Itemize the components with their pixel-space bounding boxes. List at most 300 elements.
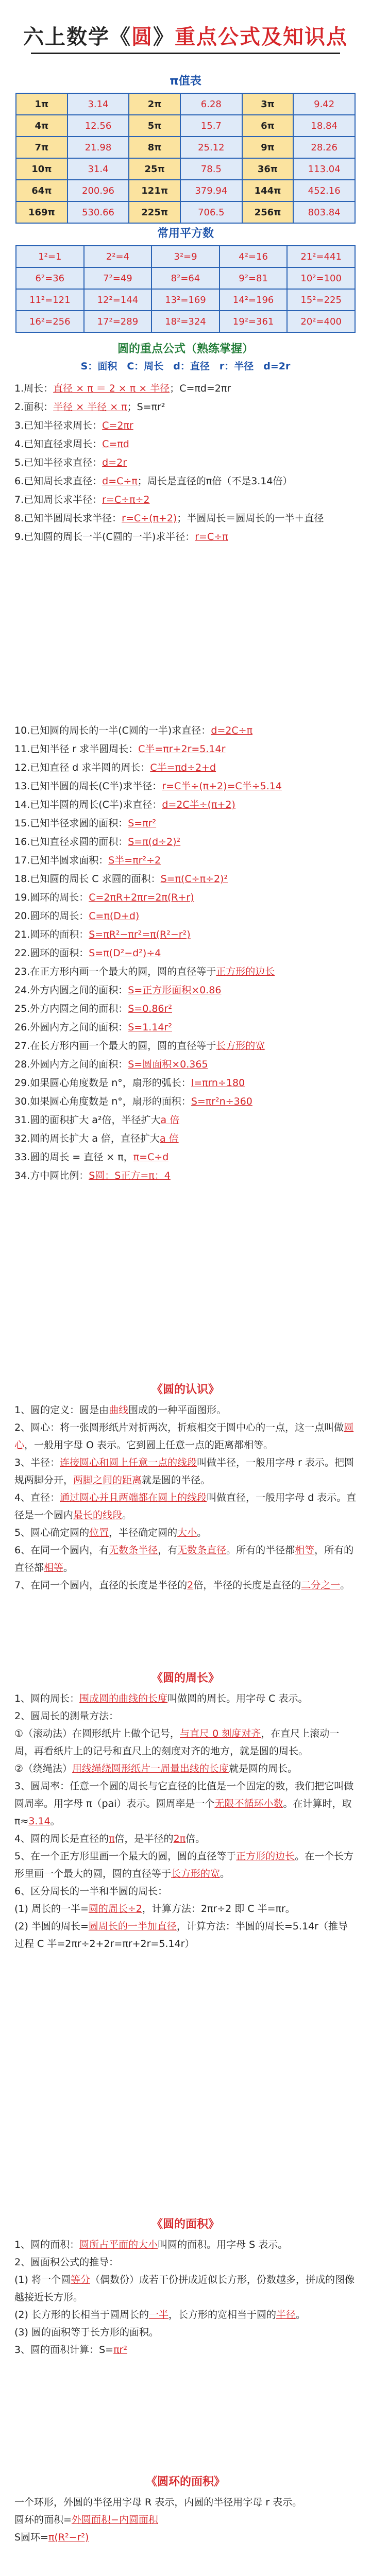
highlight-text: 位置 bbox=[89, 1527, 109, 1538]
formula-f: S=πr²n÷360 bbox=[191, 1096, 252, 1107]
title-part4: 重点公式及知识点 bbox=[175, 25, 348, 49]
formula-item bbox=[14, 1092, 357, 1111]
table-cell: 6²=36 bbox=[16, 267, 84, 289]
formula-list bbox=[14, 379, 357, 546]
knowledge-section bbox=[14, 1401, 357, 1594]
formula-item bbox=[14, 1148, 357, 1166]
table-cell: 9²=81 bbox=[220, 267, 288, 289]
formula-heading: 圆的重点公式（熟练掌握） bbox=[117, 343, 254, 355]
formula-f: d=C÷π bbox=[102, 476, 138, 487]
formula-n: 34. bbox=[14, 1170, 30, 1181]
formula-n: 32. bbox=[14, 1133, 30, 1144]
highlight-text: 正方形的边长 bbox=[236, 1851, 295, 1862]
highlight-text: πr² bbox=[113, 2344, 127, 2355]
table-cell: 28.26 bbox=[293, 137, 355, 158]
formula-f: S=圆面积×0.365 bbox=[128, 1059, 208, 1070]
paragraph-text: 就是圆的半径。 bbox=[142, 1475, 211, 1486]
table-cell: 6.28 bbox=[180, 93, 242, 115]
formula-n: 8. bbox=[14, 513, 24, 524]
table-cell: 19²=361 bbox=[220, 311, 288, 332]
formula-f: π=C÷d bbox=[133, 1151, 169, 1163]
table-cell: 13²=169 bbox=[151, 289, 220, 311]
table-cell: 169π bbox=[16, 201, 68, 223]
formula-f: C=πd bbox=[102, 438, 129, 450]
formula-t: 已知周长求直径： bbox=[24, 476, 103, 487]
paragraph-text: ②（绕绳法） bbox=[14, 1763, 73, 1774]
highlight-text: 一半 bbox=[148, 2309, 168, 2320]
pi-table bbox=[15, 93, 356, 224]
paragraph-text: 围成的一种平面图形。 bbox=[128, 1404, 227, 1416]
formula-item bbox=[14, 1129, 357, 1148]
paragraph-text: 叫圆的面积。用字母 S 表示。 bbox=[158, 2239, 288, 2250]
formula-n: 24. bbox=[14, 985, 30, 996]
formula-n: 27. bbox=[14, 1040, 30, 1052]
formula-item bbox=[14, 851, 357, 870]
table-cell: 12.56 bbox=[68, 115, 129, 137]
paragraph bbox=[14, 2511, 357, 2529]
formula-item bbox=[14, 814, 357, 833]
formula-f: r=C半÷(π+2)=C半÷5.14 bbox=[162, 781, 282, 792]
table-cell: 706.5 bbox=[180, 201, 242, 223]
formula-f: d=2C÷π bbox=[211, 725, 253, 736]
paragraph bbox=[14, 2306, 357, 2324]
table-cell: 8π bbox=[129, 137, 180, 158]
formula-t: 如果圆心角度数是 n°，扇形的弧长： bbox=[30, 1077, 191, 1089]
table-cell: 113.04 bbox=[293, 158, 355, 180]
formula-item bbox=[14, 509, 357, 528]
paragraph bbox=[14, 2236, 357, 2253]
formula-f: S半=πr²÷2 bbox=[108, 855, 161, 866]
formula-t: 已知半径求圆的面积： bbox=[30, 818, 128, 829]
formula-list-continued bbox=[14, 721, 357, 1185]
table-cell: 10π bbox=[16, 158, 68, 180]
paragraph bbox=[14, 1690, 357, 1707]
highlight-text: 半径 bbox=[276, 2309, 296, 2320]
paragraph-text: 5、圆心确定圆的 bbox=[14, 1527, 90, 1538]
formula-item bbox=[14, 379, 357, 398]
highlight-text: 圆所占平面的大小 bbox=[79, 2239, 158, 2250]
formula-n: 19. bbox=[14, 892, 30, 903]
highlight-text: 圆心 bbox=[14, 1422, 354, 1451]
formula-item bbox=[14, 1037, 357, 1055]
paragraph bbox=[14, 2494, 357, 2511]
highlight-text: 连接圆心和圆上任意一点的线段 bbox=[60, 1457, 197, 1468]
paragraph-text: 7、在同一个圆内，直径的长度是半径的 bbox=[14, 1580, 188, 1591]
formula-t: 面积： bbox=[24, 401, 54, 413]
formula-n: 30. bbox=[14, 1096, 30, 1107]
title-part3: 》 bbox=[153, 25, 175, 49]
paragraph-text: 倍，半径的长度是直径的 bbox=[193, 1580, 301, 1591]
paragraph-text: 叫做直径，一般用字母 d 表示。直径是一个圆内 bbox=[14, 1492, 357, 1521]
highlight-text: 围成圆的曲线的长度 bbox=[79, 1693, 168, 1704]
formula-f: 长方形的宽 bbox=[216, 1040, 265, 1052]
formula-item bbox=[14, 721, 357, 740]
paragraph-text: 。在一个长方形里画一个最大的圆，圆的直径等于 bbox=[14, 1851, 354, 1879]
paragraph-text: 。所有的半径都 bbox=[226, 1545, 295, 1556]
formula-n: 21. bbox=[14, 929, 30, 940]
highlight-text: 外圆面积−内圆面积 bbox=[71, 2514, 158, 2526]
formula-f: 正方形的边长 bbox=[216, 966, 275, 977]
table-row bbox=[16, 137, 355, 158]
paragraph-text: 就是圆的周长。 bbox=[229, 1763, 298, 1774]
paragraph bbox=[14, 1541, 357, 1577]
formula-item bbox=[14, 490, 357, 509]
formula-t: 已知直径求周长： bbox=[24, 438, 103, 450]
table-cell: 6π bbox=[242, 115, 294, 137]
table-cell: 9.42 bbox=[293, 93, 355, 115]
table-cell: 20²=400 bbox=[287, 311, 355, 332]
paragraph bbox=[14, 2271, 357, 2306]
area-section bbox=[14, 2236, 357, 2359]
formula-n: 25. bbox=[14, 1003, 30, 1014]
formula-item bbox=[14, 740, 357, 758]
formula-t: 在正方形内画一个最大的圆，圆的直径等于 bbox=[30, 966, 216, 977]
title-underline bbox=[31, 53, 340, 54]
formula-f: S=正方形面积×0.86 bbox=[128, 985, 222, 996]
paragraph bbox=[14, 1725, 357, 1760]
formula-n: 6. bbox=[14, 476, 24, 487]
formula-t: 已知半圆的周长(C半)求半径： bbox=[30, 781, 162, 792]
table-cell: 7π bbox=[16, 137, 68, 158]
table-cell: 78.5 bbox=[180, 158, 242, 180]
formula-t: 圆的面积扩大 a²倍，半径扩大 bbox=[30, 1114, 161, 1126]
table-cell: 144π bbox=[242, 180, 294, 201]
square-table bbox=[15, 245, 356, 333]
table-cell: 9π bbox=[242, 137, 294, 158]
table-cell: 31.4 bbox=[68, 158, 129, 180]
paragraph-text: 叫做圆的周长。用字母 C 表示。 bbox=[167, 1693, 308, 1704]
formula-f: S=π(C÷π÷2)² bbox=[160, 873, 228, 885]
table-cell: 10²=100 bbox=[287, 267, 355, 289]
paragraph-text: ，长方形的宽相当于圆的 bbox=[168, 2309, 276, 2320]
formula-f: S=π(d÷2)² bbox=[128, 836, 181, 848]
paragraph-text: 。在计算时，取 π≈ bbox=[14, 1798, 352, 1827]
table-cell: 2π bbox=[129, 93, 180, 115]
table-cell: 11²=121 bbox=[16, 289, 84, 311]
formula-f: r=C÷(π+2) bbox=[122, 513, 177, 524]
formula-item bbox=[14, 758, 357, 777]
formula-item bbox=[14, 795, 357, 814]
paragraph-text: 4、直径： bbox=[14, 1492, 60, 1503]
paragraph bbox=[14, 1830, 357, 1848]
table-cell: 25π bbox=[129, 158, 180, 180]
table-row bbox=[16, 180, 355, 201]
formula-item bbox=[14, 1055, 357, 1074]
formula-f: S=1.14r² bbox=[128, 1022, 172, 1033]
paragraph-text: 6、在同一个圆内，有 bbox=[14, 1545, 109, 1556]
circumference-section bbox=[14, 1690, 357, 1953]
formula-n: 28. bbox=[14, 1059, 30, 1070]
paragraph-text: 4、圆的周长是直径的 bbox=[14, 1833, 109, 1844]
paragraph bbox=[14, 2529, 357, 2546]
formula-n: 9. bbox=[14, 531, 24, 543]
paragraph-text: 3、圆的面积计算：S= bbox=[14, 2344, 114, 2355]
formula-f: r=C÷π÷2 bbox=[102, 494, 150, 505]
formula-f: S=π(D²−d²)÷4 bbox=[89, 947, 161, 959]
paragraph-text: 。 bbox=[220, 1868, 230, 1879]
formula-n: 14. bbox=[14, 799, 30, 810]
paragraph bbox=[14, 1401, 357, 1419]
formula-t: 外圆内方之间的面积： bbox=[30, 1022, 128, 1033]
paragraph-text: ，有 bbox=[158, 1545, 178, 1556]
paragraph-text: S圆环= bbox=[14, 2532, 48, 2543]
table-cell: 803.84 bbox=[293, 201, 355, 223]
formula-f: 直径 × π ＝ 2 × π × 半径 bbox=[53, 383, 170, 394]
formula-t: 已知半圆的周长(C半)求直径： bbox=[30, 799, 162, 810]
table-row bbox=[16, 267, 355, 289]
formula-t: 如果圆心角度数是 n°，扇形的面积： bbox=[30, 1096, 191, 1107]
highlight-text: 无数条半径 bbox=[109, 1545, 158, 1556]
formula-f: a 倍 bbox=[159, 1133, 179, 1144]
formula-t: 圆的周长扩大 a 倍，直径扩大 bbox=[30, 1133, 160, 1144]
paragraph-text: 2、圆面积公式的推导： bbox=[14, 2257, 119, 2268]
formula-f: C半=πd÷2+d bbox=[150, 762, 216, 773]
formula-t: 外方内圆之间的面积： bbox=[30, 985, 128, 996]
table-cell: 379.94 bbox=[180, 180, 242, 201]
paragraph-text: 倍。 bbox=[185, 1833, 206, 1844]
formula-n: 2. bbox=[14, 401, 24, 413]
table-cell: 452.16 bbox=[293, 180, 355, 201]
highlight-text: 大小 bbox=[177, 1527, 197, 1538]
table-cell: 1²=1 bbox=[16, 246, 84, 267]
paragraph-text: 2、圆周长的测量方法： bbox=[14, 1710, 119, 1722]
formula-n: 33. bbox=[14, 1151, 30, 1163]
formula-item bbox=[14, 398, 357, 416]
formula-item bbox=[14, 833, 357, 851]
formula-n: 26. bbox=[14, 1022, 30, 1033]
formula-n: 7. bbox=[14, 494, 24, 505]
paragraph-text: 5、在一个正方形里画一个最大的圆，圆的直径等于 bbox=[14, 1851, 237, 1862]
square-table-heading: 常用平方数 bbox=[157, 227, 214, 240]
paragraph-text: (3) 圆的面积等于长方形的面积。 bbox=[14, 2327, 159, 2338]
formula-e: ；S=πr² bbox=[127, 401, 165, 413]
formula-n: 18. bbox=[14, 873, 30, 885]
formula-n: 17. bbox=[14, 855, 30, 866]
formula-f: d=2r bbox=[102, 457, 127, 468]
paragraph-text: 3、半径： bbox=[14, 1457, 60, 1468]
paragraph-text: ，计算方法：半圆的周长=5.14r（推导过程 C 半=2πr÷2+2r=πr+2r=5.14r） bbox=[14, 1921, 348, 1950]
formula-n: 29. bbox=[14, 1077, 30, 1089]
formula-item bbox=[14, 1018, 357, 1037]
highlight-text: 两脚之间的距离 bbox=[73, 1475, 142, 1486]
paragraph bbox=[14, 1524, 357, 1541]
paragraph-text: 1、圆的面积： bbox=[14, 2239, 80, 2250]
formula-item bbox=[14, 777, 357, 795]
table-cell: 8²=64 bbox=[151, 267, 220, 289]
formula-f: l=πrn÷180 bbox=[191, 1077, 245, 1089]
paragraph-text: 。 bbox=[296, 2309, 306, 2320]
ring-section bbox=[14, 2494, 357, 2546]
formula-n: 20. bbox=[14, 910, 30, 922]
table-cell: 18²=324 bbox=[151, 311, 220, 332]
table-cell: 225π bbox=[129, 201, 180, 223]
paragraph bbox=[14, 1918, 357, 1953]
formula-t: 已知圆的周长 C 求圆的面积： bbox=[30, 873, 161, 885]
table-cell: 3π bbox=[242, 93, 294, 115]
pi-table-heading: π值表 bbox=[170, 75, 201, 88]
paragraph-text: 倍，是半径的 bbox=[114, 1833, 174, 1844]
formula-item bbox=[14, 962, 357, 981]
formula-item bbox=[14, 944, 357, 962]
table-cell: 3.14 bbox=[68, 93, 129, 115]
highlight-text: 相等 bbox=[44, 1562, 64, 1573]
legend: S：面积 C：周长 d：直径 r：半径 d=2r bbox=[80, 361, 291, 372]
highlight-text: 3.14 bbox=[28, 1816, 50, 1827]
table-cell: 25.12 bbox=[180, 137, 242, 158]
paragraph-text: 。 bbox=[63, 1562, 74, 1573]
paragraph-text: 一个环形，外圆的半径用字母 R 表示，内圆的半径用字母 r 表示。 bbox=[14, 2497, 302, 2508]
paragraph bbox=[14, 2324, 357, 2341]
table-cell: 15.7 bbox=[180, 115, 242, 137]
formula-item bbox=[14, 416, 357, 435]
paragraph-text: ①（滚动法）在圆形纸片上做个记号， bbox=[14, 1728, 180, 1739]
table-cell: 5π bbox=[129, 115, 180, 137]
title-part1: 六上数学《 bbox=[23, 25, 131, 49]
formula-t: 圆环的周长： bbox=[30, 892, 89, 903]
table-row bbox=[16, 158, 355, 180]
table-row bbox=[16, 115, 355, 137]
formula-n: 5. bbox=[14, 457, 24, 468]
formula-t: 圆环的面积： bbox=[30, 947, 89, 959]
highlight-text: 曲线 bbox=[109, 1404, 129, 1416]
paragraph-text: ，计算方法：2πr÷2 即 C 半=πr。 bbox=[142, 1903, 295, 1914]
formula-t: 外方内圆之间的面积： bbox=[30, 1003, 128, 1014]
highlight-text: 相等 bbox=[295, 1545, 315, 1556]
formula-item bbox=[14, 907, 357, 925]
paragraph bbox=[14, 1577, 357, 1594]
paragraph-text: 。 bbox=[197, 1527, 207, 1538]
formula-f: S=0.86r² bbox=[128, 1003, 172, 1014]
paragraph bbox=[14, 1777, 357, 1830]
formula-e: ；半圆周长＝圆周长的一半＋直径 bbox=[177, 513, 324, 524]
table-cell: 64π bbox=[16, 180, 68, 201]
formula-n: 22. bbox=[14, 947, 30, 959]
table-cell: 530.66 bbox=[68, 201, 129, 223]
paragraph-text: 叫做半径，一般用字母 r 表示。把圆规两脚分开， bbox=[14, 1457, 355, 1486]
formula-n: 4. bbox=[14, 438, 24, 450]
paragraph bbox=[14, 1883, 357, 1900]
formula-t: 已知圆的周长一半(C圆的一半)求半径： bbox=[24, 531, 195, 543]
formula-n: 15. bbox=[14, 818, 30, 829]
paragraph-text: (1) 周长的一半= bbox=[14, 1903, 89, 1914]
formula-f: C半=πr+2r=5.14r bbox=[138, 743, 226, 755]
highlight-text: 长方形的宽 bbox=[171, 1868, 221, 1879]
paragraph-text: （偶数份）成若干份拼成近似长方形，份数越多，拼成的图像越接近长方形。 bbox=[14, 2274, 355, 2303]
formula-item bbox=[14, 888, 357, 907]
formula-n: 13. bbox=[14, 781, 30, 792]
paragraph-text: (2) 长方形的长相当于圆周长的 bbox=[14, 2309, 149, 2320]
table-row bbox=[16, 201, 355, 223]
circumference-heading: 《圆的周长》 bbox=[151, 1672, 220, 1685]
table-cell: 21.98 bbox=[68, 137, 129, 158]
table-cell: 256π bbox=[242, 201, 294, 223]
formula-n: 23. bbox=[14, 966, 30, 977]
highlight-text: 圆周长的一半加直径 bbox=[88, 1921, 177, 1932]
formula-n: 3. bbox=[14, 420, 24, 431]
formula-e: ；C=πd=2πr bbox=[170, 383, 231, 394]
table-cell: 16²=256 bbox=[16, 311, 84, 332]
highlight-text: 等分 bbox=[70, 2274, 90, 2285]
formula-f: 半径 × 半径 × π bbox=[53, 401, 127, 413]
paragraph-text: 1、圆的定义：圆是由 bbox=[14, 1404, 109, 1416]
formula-f: r=C÷π bbox=[195, 531, 228, 543]
formula-t: 方中圆比例： bbox=[30, 1170, 89, 1181]
highlight-text: 无限不循环小数 bbox=[214, 1798, 283, 1809]
formula-f: a 倍 bbox=[160, 1114, 180, 1126]
paragraph-text: 3、圆周率：任意一个圆的周长与它直径的比值是一个固定的数，我们把它叫做圆周率。用字母 π（pai）表示。圆周率是一个 bbox=[14, 1781, 354, 1809]
formula-f: d=2C半÷(π+2) bbox=[162, 799, 235, 810]
paragraph-text: (2) 半圆的周长= bbox=[14, 1921, 89, 1932]
table-cell: 3²=9 bbox=[151, 246, 220, 267]
formula-n: 10. bbox=[14, 725, 30, 736]
formula-t: 已知半径求周长： bbox=[24, 420, 103, 431]
formula-item bbox=[14, 528, 357, 546]
paragraph bbox=[14, 1760, 357, 1777]
formula-f: S圆：S正方=π：4 bbox=[89, 1170, 171, 1181]
table-cell: 2²=4 bbox=[84, 246, 152, 267]
formula-t: 已知半径 r 求半圆周长： bbox=[30, 743, 139, 755]
formula-t: 圆环的面积： bbox=[30, 929, 89, 940]
paragraph-text: ，在直尺上滚动一周，再看纸片上的记号和直尺上的刻度对齐的地方，就是圆的周长。 bbox=[14, 1728, 340, 1757]
formula-n: 12. bbox=[14, 762, 30, 773]
paragraph-text: (1) 将一个圆 bbox=[14, 2274, 71, 2285]
highlight-text: 2 bbox=[187, 1580, 194, 1591]
table-cell: 15²=225 bbox=[287, 289, 355, 311]
formula-n: 1. bbox=[14, 383, 24, 394]
paragraph-text: 2、圆心：将一张圆形纸片对折两次，折痕相交于圆中心的一点，这一点叫做 bbox=[14, 1422, 344, 1433]
formula-item bbox=[14, 925, 357, 944]
area-heading: 《圆的面积》 bbox=[151, 2218, 220, 2231]
formula-item bbox=[14, 1111, 357, 1129]
paragraph bbox=[14, 1707, 357, 1725]
formula-t: 已知圆的周长的一半(C圆的一半)求直径： bbox=[30, 725, 211, 736]
table-cell: 200.96 bbox=[68, 180, 129, 201]
formula-item bbox=[14, 453, 357, 472]
table-cell: 121π bbox=[129, 180, 180, 201]
formula-t: 已知周长求半径： bbox=[24, 494, 103, 505]
ring-heading: 《圆环的面积》 bbox=[145, 2476, 225, 2488]
paragraph-text: 1、圆的周长： bbox=[14, 1693, 80, 1704]
highlight-text: 用线绳绕圆形纸片一周量出线的长度 bbox=[72, 1763, 229, 1774]
paragraph bbox=[14, 1489, 357, 1524]
paragraph bbox=[14, 2341, 357, 2359]
highlight-text: π bbox=[109, 1833, 115, 1844]
highlight-text: 二分之一 bbox=[301, 1580, 341, 1591]
knowledge-heading: 《圆的认识》 bbox=[151, 1383, 220, 1396]
formula-t: 已知直径 d 求半圆的周长： bbox=[30, 762, 150, 773]
formula-item bbox=[14, 870, 357, 888]
formula-f: S=πR²−πr²=π(R²−r²) bbox=[89, 929, 191, 940]
formula-f: S=πr² bbox=[128, 818, 157, 829]
formula-item bbox=[14, 435, 357, 453]
formula-f: C=π(D+d) bbox=[89, 910, 140, 922]
table-cell: 1π bbox=[16, 93, 68, 115]
highlight-text: 最长的线段 bbox=[73, 1510, 123, 1521]
formula-n: 31. bbox=[14, 1114, 30, 1126]
table-cell: 4²=16 bbox=[220, 246, 288, 267]
formula-item bbox=[14, 999, 357, 1018]
formula-n: 11. bbox=[14, 743, 30, 755]
table-row bbox=[16, 93, 355, 115]
formula-t: 已知半圆求面积： bbox=[30, 855, 109, 866]
formula-t: 在长方形内画一个最大的圆，圆的直径等于 bbox=[30, 1040, 216, 1052]
highlight-text: 2π bbox=[173, 1833, 186, 1844]
table-cell: 17²=289 bbox=[84, 311, 152, 332]
paragraph-text: 6、区分周长的一半和半圆的周长： bbox=[14, 1886, 168, 1897]
title-part2: 圆 bbox=[131, 25, 153, 49]
table-cell: 21²=441 bbox=[287, 246, 355, 267]
table-cell: 18.84 bbox=[293, 115, 355, 137]
